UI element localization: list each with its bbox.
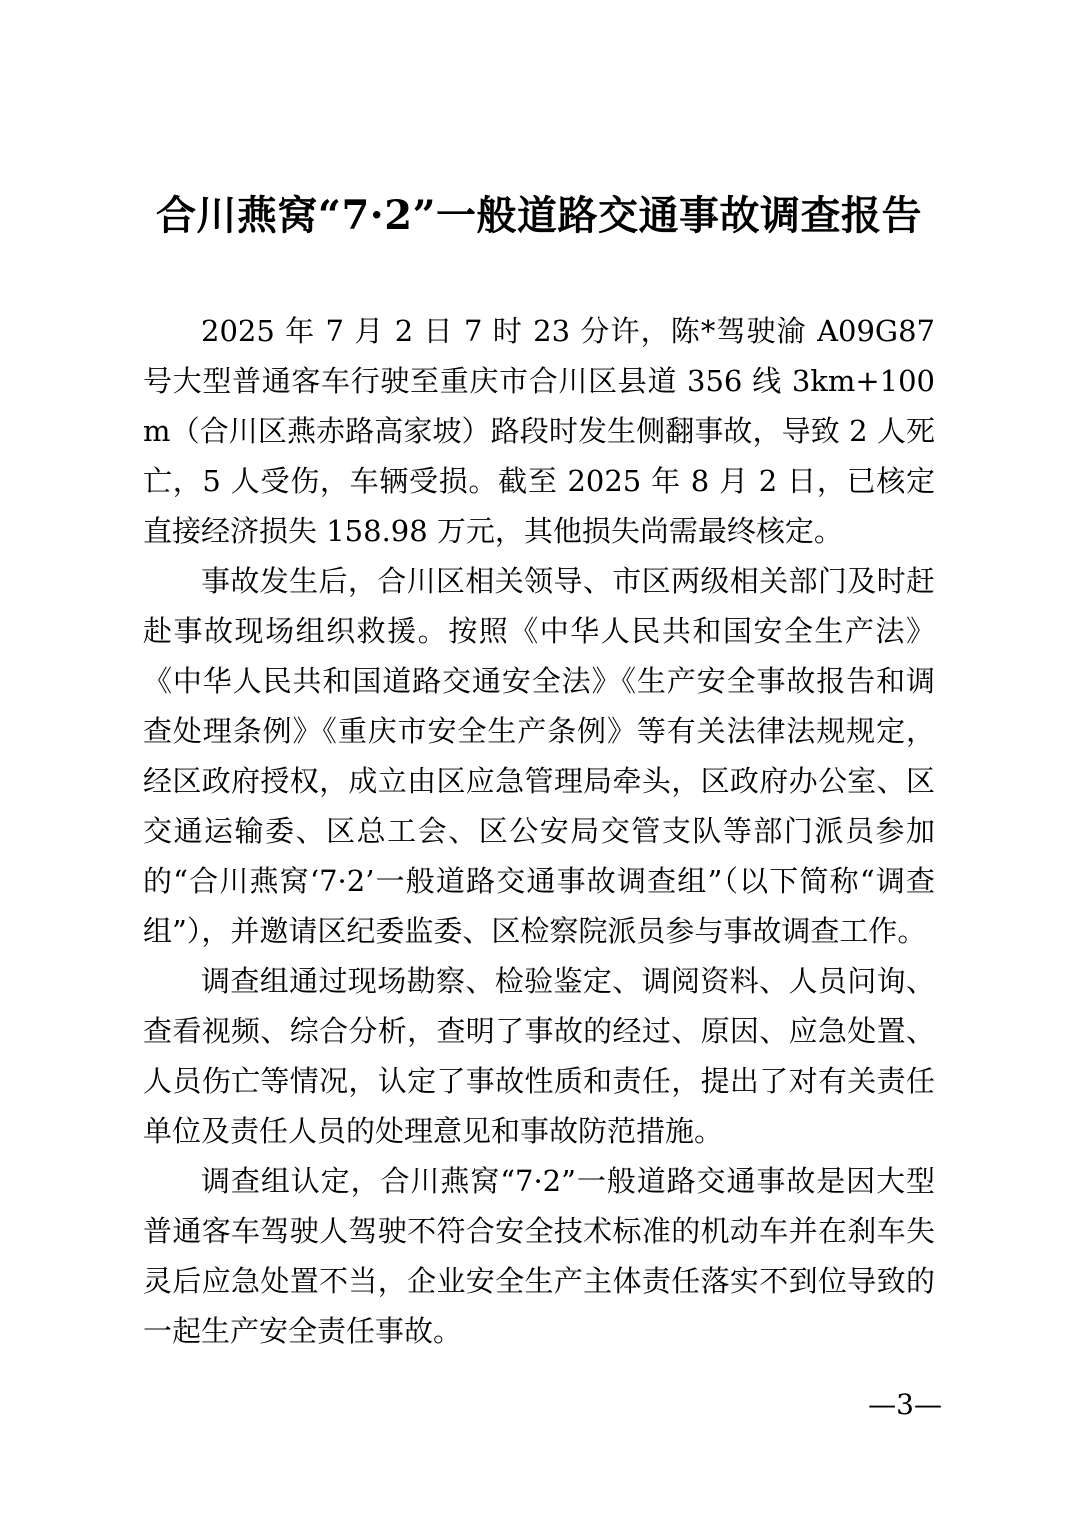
report-paragraph-conclusion: 调查组认定，合川燕窝“7·2”一般道路交通事故是因大型普通客车驾驶人驾驶不符合安全技术标准的机动车并在刹车失灵后应急处置不当，企业安全生产主体责任落实不到位导致的一起生产安全责任事故。 (143, 1164, 935, 1348)
report-paragraph-investigation-setup: 事故发生后，合川区相关领导、市区两级相关部门及时赶赴事故现场组织救援。按照《中华人民共和国安全生产法》《中华人民共和国道路交通安全法》《生产安全事故报告和调查处理条例》《重庆市安全生产条例》等有关法律法规规定，经区政府授权，成立由区应急管理局牵头，区政府办公室、区交通运输委、区总工会、区公安局交管支队等部门派员参加的“合川燕窝‘7·2’一般道路交通事故调查组”（以下简称“调查组”），并邀请区纪委监委、区检察院派员参与事故调查工作。 (143, 564, 935, 948)
report-body (143, 306, 935, 1356)
page-number: —3— (868, 1388, 942, 1421)
report-paragraph-investigation-method: 调查组通过现场勘察、检验鉴定、调阅资料、人员问询、查看视频、综合分析，查明了事故的经过、原因、应急处置、人员伤亡等情况，认定了事故性质和责任，提出了对有关责任单位及责任人员的处理意见和事故防范措施。 (143, 964, 935, 1148)
report-paragraph-accident-summary: 2025 年 7 月 2 日 7 时 23 分许，陈*驾驶渝 A09G87 号大型普通客车行驶至重庆市合川区县道 356 线 3km+100m（合川区燕赤路高家坡）路段时发生侧翻事故，导致 2 人死亡，5 人受伤，车辆受损。截至 2025 年 8 月 2 日，已核定直接经济损失 158.98 万元，其他损失尚需最终核定。 (143, 314, 935, 548)
report-title: 合川燕窝“7·2”一般道路交通事故调查报告 (155, 192, 923, 239)
